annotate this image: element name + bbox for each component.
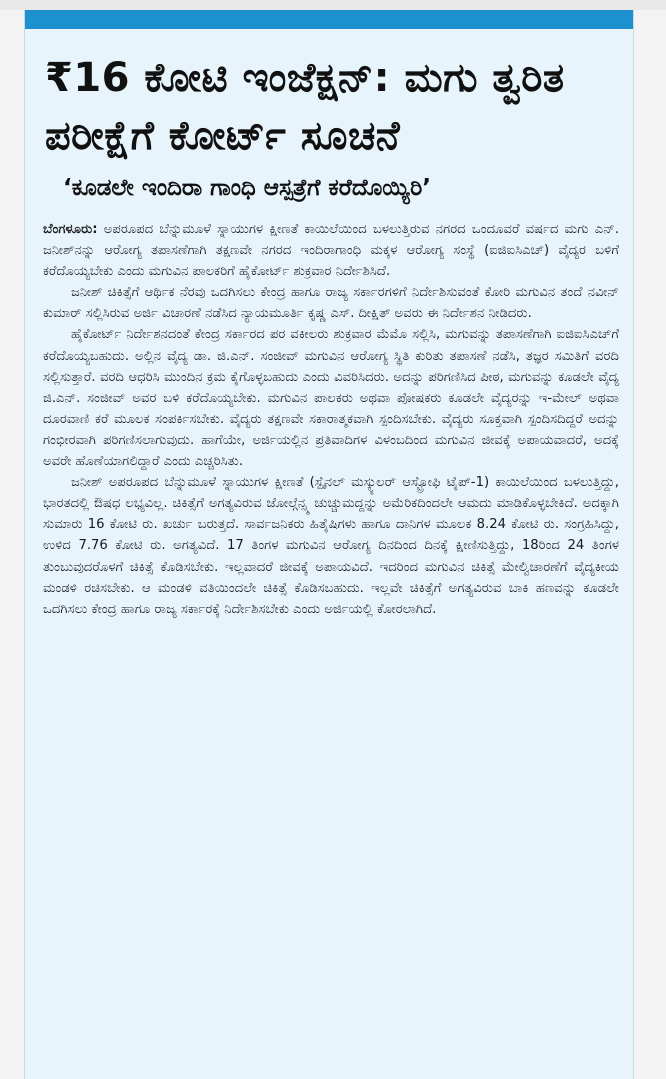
accent-bar (25, 10, 633, 29)
top-shade (0, 0, 666, 10)
article-body (43, 219, 619, 620)
paragraph-4: ಜನೀಶ್ ಅಪರೂಪದ ಬೆನ್ನುಮೂಳೆ ಸ್ನಾಯುಗಳ ಕ್ಷೀಣತೆ (ಸ್ಪೈನಲ್ ಮಸ್ಕ್ಯುಲರ್ ಆಸ್ಟ್ರೋಫಿ ಟೈಪ್-1) ಕಾಯಿಲೆಯಿಂದ ಬಳಲುತ್ತಿದ್ದು, ಭಾರತದಲ್ಲಿ ಔಷಧ ಲಭ್ಯವಿಲ್ಲ. ಚಿಕಿತ್ಸೆಗೆ ಅಗತ್ಯವಿರುವ ಜೋಲ್ಗೆನ್ಸ್ಮ ಚುಚ್ಚುಮದ್ದನ್ನು ಅಮೆರಿಕದಿಂದಲೇ ಆಮದು ಮಾಡಿಕೊಳ್ಳಬೇಕಿದೆ. ಅದಕ್ಕಾಗಿ ಸುಮಾರು 16 ಕೋಟಿ ರು. ಖರ್ಚು ಬರುತ್ತದೆ. ಸಾರ್ವಜನಿಕರು ಹಿತೈಷಿಗಳು ಹಾಗೂ ದಾನಿಗಳ ಮೂಲಕ 8.24 ಕೋಟಿ ರು. ಸಂಗ್ರಹಿಸಿದ್ದು, ಉಳಿದ 7.76 ಕೋಟಿ ರು. ಅಗತ್ಯವಿದೆ. 17 ತಿಂಗಳ ಮಗುವಿನ ಆರೋಗ್ಯ ದಿನದಿಂದ ದಿನಕ್ಕೆ ಕ್ಷೀಣಿಸುತ್ತಿದ್ದು, 18ರಿಂದ 24 ತಿಂಗಳ ತುಂಬುವುದರೊಳಗೆ ಚಿಕಿತ್ಸೆ ಕೊಡಿಸಬೇಕು. ಇಲ್ಲವಾದರೆ ಜೀವಕ್ಕೆ ಅಪಾಯವಿದೆ. ಇದರಿಂದ ಮಗುವಿನ ಚಿಕಿತ್ಸೆ ಮೇಲ್ವಿಚಾರಣೆಗೆ ವೈದ್ಯಕೀಯ ಮಂಡಳಿ ರಚಿಸಬೇಕು. ಆ ಮಂಡಳಿ ವತಿಯಿಂದಲೇ ಚಿಕಿತ್ಸೆ ಕೊಡಿಸಬಹುದು. ಇಲ್ಲವೇ ಚಿಕಿತ್ಸೆಗೆ ಅಗತ್ಯವಿರುವ ಬಾಕಿ ಹಣವನ್ನು ಕೂಡಲೇ ಒದಗಿಸಲು ಕೇಂದ್ರ ಹಾಗೂ ರಾಜ್ಯ ಸರ್ಕಾರಕ್ಕೆ ನಿರ್ದೇಶಿಸಬೇಕು ಎಂದು ಅರ್ಜಿಯಲ್ಲಿ ಕೋರಲಾಗಿದೆ. (43, 475, 619, 617)
news-clipping (24, 10, 634, 1079)
paragraph-2: ಜನೀಶ್ ಚಿಕಿತ್ಸೆಗೆ ಆರ್ಥಿಕ ನೆರವು ಒದಗಿಸಲು ಕೇಂದ್ರ ಹಾಗೂ ರಾಜ್ಯ ಸರ್ಕಾರಗಳಿಗೆ ನಿರ್ದೇಶಿಸುವಂತೆ ಕೋರಿ ಮಗುವಿನ ತಂದೆ ನವೀನ್ ಕುಮಾರ್ ಸಲ್ಲಿಸಿರುವ ಅರ್ಜಿ ವಿಚಾರಣೆ ನಡೆಸಿದ ನ್ಯಾಯಮೂರ್ತಿ ಕೃಷ್ಣ ಎಸ್. ದೀಕ್ಷಿತ್ ಅವರು ಈ ನಿರ್ದೇಶನ ನೀಡಿದರು. (43, 285, 619, 322)
subheadline: ‘ಕೂಡಲೇ ಇಂದಿರಾ ಗಾಂಧಿ ಆಸ್ಪತ್ರೆಗೆ ಕರೆದೊಯ್ಯಿರಿ’ (63, 175, 432, 201)
paragraph-3: ಹೈಕೋರ್ಟ್ ನಿರ್ದೇಶನದಂತೆ ಕೇಂದ್ರ ಸರ್ಕಾರದ ಪರ ವಕೀಲರು ಶುಕ್ರವಾರ ಮೆಮೊ ಸಲ್ಲಿಸಿ, ಮಗುವನ್ನು ತಪಾಸಣೆಗಾಗಿ ಐಜಿಐಸಿಎಚ್‌ಗೆ ಕರೆದೊಯ್ಯಬಹುದು. ಅಲ್ಲಿನ ವೈದ್ಯ ಡಾ. ಜಿ.ಎನ್. ಸಂಜೀವ್ ಮಗುವಿನ ಆರೋಗ್ಯ ಸ್ಥಿತಿ ಕುರಿತು ತಪಾಸಣೆ ನಡೆಸಿ, ತಜ್ಞರ ಸಮಿತಿಗೆ ವರದಿ ಸಲ್ಲಿಸುತ್ತಾರೆ. ವರದಿ ಆಧರಿಸಿ ಮುಂದಿನ ಕ್ರಮ ಕೈಗೊಳ್ಳಬಹುದು ಎಂದು ವಿವರಿಸಿದರು. ಅದನ್ನು ಪರಿಗಣಿಸಿದ ಪೀಠ, ಮಗುವನ್ನು ಕೂಡಲೇ ವೈದ್ಯ ಜಿ.ಎನ್. ಸಂಜೀವ್ ಅವರ ಬಳಿ ಕರೆದೊಯ್ಯಬೇಕು. ಮಗುವಿನ ಪಾಲಕರು ಅಥವಾ ಪೋಷಕರು ಕೂಡಲೇ ವೈದ್ಯರನ್ನು ಇ-ಮೇಲ್ ಅಥವಾ ದೂರವಾಣಿ ಕರೆ ಮೂಲಕ ಸಂಪರ್ಕಿಸಬೇಕು. ವೈದ್ಯರು ತಕ್ಷಣವೇ ಸಕಾರಾತ್ಮಕವಾಗಿ ಸ್ಪಂದಿಸಬೇಕು. ವೈದ್ಯರು ಸೂಕ್ತವಾಗಿ ಸ್ಪಂದಿಸದಿದ್ದರೆ ಅದನ್ನು ಗಂಭೀರವಾಗಿ ಪರಿಗಣಿಸಲಾಗುವುದು. ಹಾಗೆಯೇ, ಅರ್ಜಿಯಲ್ಲಿನ ಪ್ರತಿವಾದಿಗಳ ವಿಳಂಬದಿಂದ ಮಗುವಿನ ಜೀವಕ್ಕೆ ಅಪಾಯವಾದರೆ, ಅದಕ್ಕೆ ಅವರೇ ಹೊಣೆಯಾಗಲಿದ್ದಾರೆ ಎಂದು ಎಚ್ಚರಿಸಿತು. (43, 327, 619, 470)
paragraph-1 (43, 219, 619, 282)
paragraph-1-text: ಅಪರೂಪದ ಬೆನ್ನುಮೂಳೆ ಸ್ನಾಯುಗಳ ಕ್ಷೀಣತೆ ಕಾಯಿಲೆಯಿಂದ ಬಳಲುತ್ತಿರುವ ನಗರದ ಒಂದೂವರೆ ವರ್ಷದ ಮಗು ಎನ್. ಜನೀಶ್‌ನನ್ನು ಆರೋಗ್ಯ ತಪಾಸಣೆಗಾಗಿ ತಕ್ಷಣವೇ ನಗರದ ಇಂದಿರಾಗಾಂಧಿ ಮಕ್ಕಳ ಆರೋಗ್ಯ ಸಂಸ್ಥೆ (ಐಜಿಐಸಿಎಚ್) ವೈದ್ಯರ ಬಳಿಗೆ ಕರೆದೊಯ್ಯಬೇಕು ಎಂದು ಮಗುವಿನ ಪಾಲಕರಿಗೆ ಹೈಕೋರ್ಟ್ ಶುಕ್ರವಾರ ನಿರ್ದೇಶಿಸಿದೆ. (43, 222, 619, 280)
headline: ₹16 ಕೋಟಿ ಇಂಜೆಕ್ಷನ್: ಮಗು ತ್ವರಿತ ಪರೀಕ್ಷೆಗೆ ಕೋರ್ಟ್ ಸೂಚನೆ (45, 55, 565, 159)
dateline: ಬೆಂಗಳೂರು: (43, 222, 98, 237)
